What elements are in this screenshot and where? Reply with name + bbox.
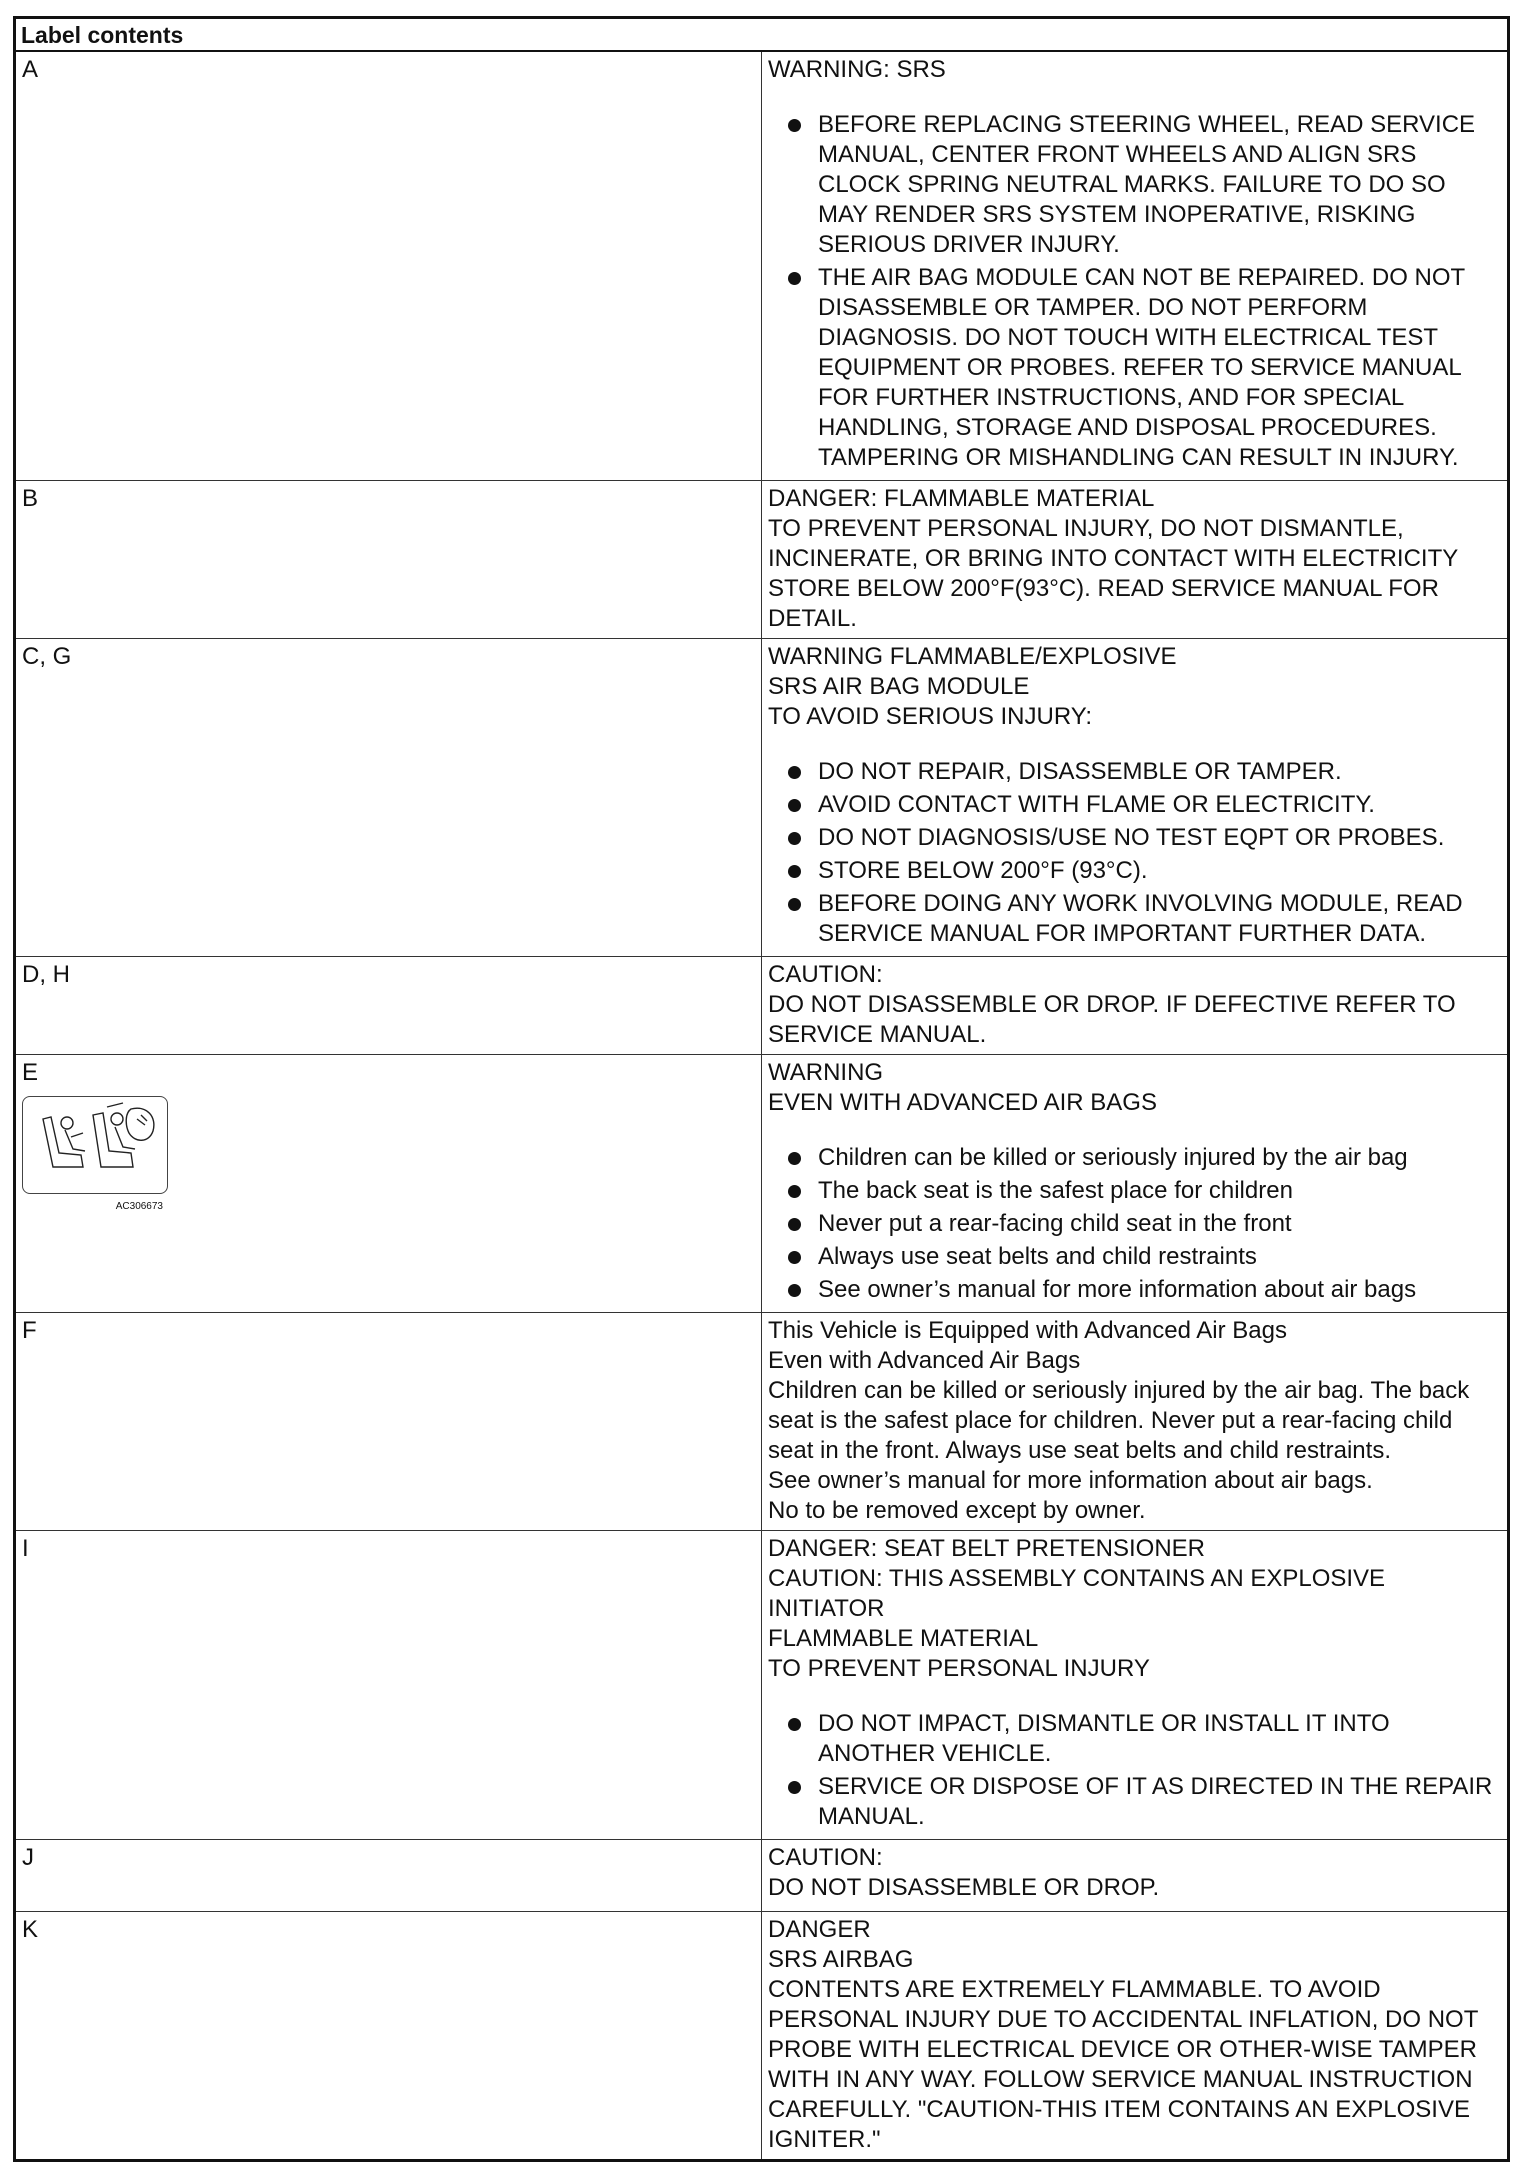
child-seat-airbag-icon: [23, 1097, 167, 1193]
bullet-item: BEFORE REPLACING STEERING WHEEL, READ SERVICE MANUAL, CENTER FRONT WHEELS AND ALIGN SRS CLOCK SPRING NEUTRAL MARKS. FAILURE TO DO SO MAY RENDER SRS SYSTEM INOPERATIVE, RISKING SERIOUS DRIVER INJURY.: [784, 110, 1501, 260]
content-line: CAUTION: THIS ASSEMBLY CONTAINS AN EXPLOSIVE INITIATOR: [768, 1565, 1386, 1622]
row-code: C, G: [15, 639, 762, 957]
content-line: WARNING: [768, 1059, 884, 1086]
content-line: CONTENTS ARE EXTREMELY FLAMMABLE. TO AVOID PERSONAL INJURY DUE TO ACCIDENTAL INFLATION, DO NOT PROBE WITH ELECTRICAL DEVICE OR OTHER-WISE TAMPER WITH IN ANY WAY. FOLLOW SERVICE MANUAL INSTRUCTION CAREFULLY. "CAUTION-THIS ITEM CONTAINS AN EXPLOSIVE IGNITER.": [768, 1976, 1478, 2153]
bullet-item: Children can be killed or seriously injured by the air bag: [784, 1143, 1501, 1173]
content-line: Children can be killed or seriously injured by the air bag. The back seat is the safest place for children. Never put a rear-facing child seat in the front. Always use seat belts and child restraints.: [768, 1377, 1470, 1464]
row-content: [762, 1313, 1509, 1531]
row-code: I: [15, 1531, 762, 1840]
bullet-item: The back seat is the safest place for children: [784, 1176, 1501, 1206]
content-line: FLAMMABLE MATERIAL: [768, 1625, 1039, 1652]
content-line: Even with Advanced Air Bags: [768, 1347, 1081, 1374]
content-line: DO NOT DISASSEMBLE OR DROP. IF DEFECTIVE REFER TO SERVICE MANUAL.: [768, 991, 1456, 1048]
row-content: [762, 1531, 1509, 1840]
row-content: [762, 1055, 1509, 1313]
content-line: EVEN WITH ADVANCED AIR BAGS: [768, 1089, 1157, 1116]
label-contents-table: [13, 16, 1510, 2162]
content-line: SRS AIRBAG: [768, 1946, 914, 1973]
row-content: [762, 51, 1509, 481]
bullet-item: Never put a rear-facing child seat in the front: [784, 1209, 1501, 1239]
table-row: [15, 957, 1509, 1055]
content-line: TO PREVENT PERSONAL INJURY: [768, 1655, 1150, 1682]
bullet-item: DO NOT DIAGNOSIS/USE NO TEST EQPT OR PROBES.: [784, 823, 1501, 853]
content-line: TO AVOID SERIOUS INJURY:: [768, 703, 1093, 730]
table-row: [15, 1531, 1509, 1840]
bullet-item: Always use seat belts and child restraints: [784, 1242, 1501, 1272]
bullet-item: AVOID CONTACT WITH FLAME OR ELECTRICITY.: [784, 790, 1501, 820]
row-content: [762, 957, 1509, 1055]
row-content: [762, 1912, 1509, 2161]
row-code: A: [15, 51, 762, 481]
content-line: DO NOT DISASSEMBLE OR DROP.: [768, 1874, 1160, 1901]
bullet-item: BEFORE DOING ANY WORK INVOLVING MODULE, READ SERVICE MANUAL FOR IMPORTANT FURTHER DATA.: [784, 889, 1501, 949]
content-line: WARNING: SRS: [768, 56, 946, 83]
content-line: DANGER: [768, 1916, 871, 1943]
row-code: B: [15, 481, 762, 639]
row-code-text: E: [22, 1059, 39, 1086]
bullet-list: [768, 110, 1501, 473]
row-code: K: [15, 1912, 762, 2161]
bullet-item: DO NOT REPAIR, DISASSEMBLE OR TAMPER.: [784, 757, 1501, 787]
content-line: CAUTION:: [768, 1844, 883, 1871]
bullet-item: See owner’s manual for more information about air bags: [784, 1275, 1501, 1305]
table-row: [15, 1055, 1509, 1313]
table-row: [15, 1840, 1509, 1912]
airbag-warning-pictogram: [22, 1096, 168, 1212]
content-line: SRS AIR BAG MODULE: [768, 673, 1030, 700]
table-header: Label contents: [15, 18, 1509, 52]
row-code: F: [15, 1313, 762, 1531]
row-content: [762, 639, 1509, 957]
content-line: TO PREVENT PERSONAL INJURY, DO NOT DISMANTLE, INCINERATE, OR BRING INTO CONTACT WITH ELECTRICITY STORE BELOW 200°F(93°C). READ SERVICE MANUAL FOR DETAIL.: [768, 515, 1458, 632]
table-row: [15, 639, 1509, 957]
content-line: See owner’s manual for more information about air bags.: [768, 1467, 1373, 1494]
bullet-list: [768, 1143, 1501, 1305]
row-code: D, H: [15, 957, 762, 1055]
bullet-item: STORE BELOW 200°F (93°C).: [784, 856, 1501, 886]
table-row: [15, 1313, 1509, 1531]
table-row: [15, 481, 1509, 639]
row-code: J: [15, 1840, 762, 1912]
bullet-item: DO NOT IMPACT, DISMANTLE OR INSTALL IT INTO ANOTHER VEHICLE.: [784, 1709, 1501, 1769]
bullet-list: [768, 757, 1501, 949]
table-row: [15, 1912, 1509, 2161]
row-content: [762, 481, 1509, 639]
label-contents-document: [13, 16, 1510, 2162]
bullet-item: THE AIR BAG MODULE CAN NOT BE REPAIRED. DO NOT DISASSEMBLE OR TAMPER. DO NOT PERFORM DIAGNOSIS. DO NOT TOUCH WITH ELECTRICAL TEST EQUIPMENT OR PROBES. REFER TO SERVICE MANUAL FOR FURTHER INSTRUCTIONS, AND FOR SPECIAL HANDLING, STORAGE AND DISPOSAL PROCEDURES. TAMPERING OR MISHANDLING CAN RESULT IN INJURY.: [784, 263, 1501, 473]
bullet-item: SERVICE OR DISPOSE OF IT AS DIRECTED IN THE REPAIR MANUAL.: [784, 1772, 1501, 1832]
table-header-row: [15, 18, 1509, 52]
content-line: WARNING FLAMMABLE/EXPLOSIVE: [768, 643, 1177, 670]
content-line: DANGER: SEAT BELT PRETENSIONER: [768, 1535, 1205, 1562]
content-line: DANGER: FLAMMABLE MATERIAL: [768, 485, 1155, 512]
content-line: No to be removed except by owner.: [768, 1497, 1146, 1524]
content-line: This Vehicle is Equipped with Advanced Air Bags: [768, 1317, 1287, 1344]
content-line: CAUTION:: [768, 961, 883, 988]
bullet-list: [768, 1709, 1501, 1832]
table-row: [15, 51, 1509, 481]
row-content: [762, 1840, 1509, 1912]
pictogram-code: AC306673: [115, 1201, 163, 1212]
row-code: [15, 1055, 762, 1313]
